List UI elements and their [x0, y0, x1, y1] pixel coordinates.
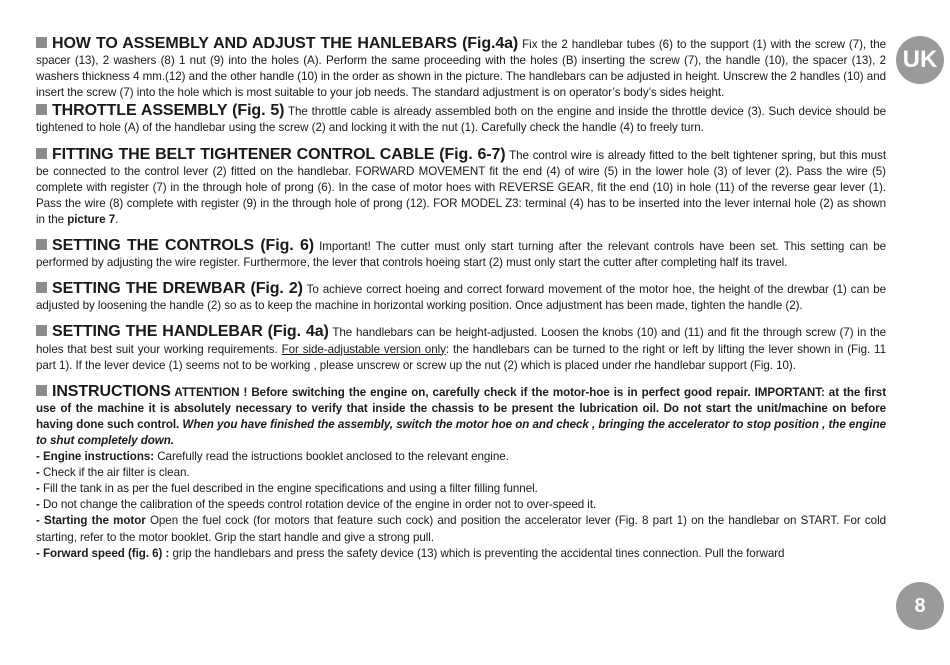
section-heading: SETTING THE CONTROLS (Fig. 6) — [52, 237, 314, 255]
language-badge: UK — [896, 36, 944, 84]
instruction-item-label: - — [36, 482, 43, 496]
instruction-item-label: - — [36, 466, 43, 480]
bullet-square-icon — [36, 104, 47, 115]
important-note: IMPORTANT: at the first use of the machine it is absolutely necessary to verify that inside the chassis to be present the lubrication oil. Do not start the unit/machine on before having done such control. — [36, 385, 887, 431]
instruction-item-text: Carefully read the istructions booklet anclosed to the relevant engine. — [154, 450, 509, 464]
section-body-continued: : the handlebars can be turned to the right or left by lifting the lever shown in (Fig. 11 part 1). If the lever device (1) seems not to be working , please unscrew or screw up the nut (2) which is placed under rhe handlebar support (Fig. 10). — [36, 342, 886, 372]
section-setting-controls — [36, 238, 886, 271]
side-adjustable-note: For side-adjustable version only — [281, 342, 446, 356]
page-number-badge: 8 — [896, 582, 944, 630]
instruction-item-text: Do not change the calibration of the speeds control rotation device of the engine in order not to over-speed it. — [42, 498, 597, 512]
section-heading: SETTING THE DREWBAR (Fig. 2) — [52, 280, 303, 298]
section-body: The control wire is already fitted to the belt tightener spring, but this must be connected to the control lever (2) fitted on the handlebar. FORWARD MOVEMENT fit the end (4) of wire (5) in the lower hole (3) of lever (2). Pass the wire (5) complete with register (7) in the through hole of prong (6). In the case of motor hoes with REVERSE GEAR, fit the end (10) in hole (11) of the reverse gear lever (1). Pass the wire (8) complete with register (9) in the through hole of prong (12). FOR MODEL Z3: terminal (4) has to be inserted into the lever internal hole (2) as shown in the — [36, 148, 886, 226]
instruction-item-label: - Starting the motor — [36, 514, 146, 528]
instruction-item-label: - Engine instructions: — [36, 450, 155, 464]
section-handlebars-assembly — [36, 36, 886, 101]
bullet-square-icon — [36, 239, 47, 250]
section-heading: INSTRUCTIONS — [52, 382, 171, 400]
section-body: Important! The cutter must only start turning after the relevant controls have been set. This setting can be performed by adjusting the wire register. Furthermore, the lever that controls hoeing start (2) must only start the cutter after completing half its travel. — [36, 240, 886, 270]
section-heading: HOW TO ASSEMBLY AND ADJUST THE HANLEBARS (Fig.4a) — [52, 35, 519, 52]
instruction-item-text: Fill the tank in as per the fuel described in the engine specifications and using a filter filling funnel. — [42, 482, 538, 496]
section-body: To achieve correct hoeing and correct forward movement of the motor hoe, the height of the drewbar (1) can be adjusted by loosening the handle (2) so as to keep the machine in horizontal working position. Once adjustment has been made, tighten the handle (2). — [36, 283, 886, 313]
bullet-square-icon — [36, 385, 47, 396]
section-heading: THROTTLE ASSEMBLY (Fig. 5) — [52, 102, 285, 120]
instruction-item — [36, 546, 886, 562]
manual-text — [36, 36, 886, 562]
attention-note: ATTENTION ! Before switching the engine on, carefully check if the motor-hoe is in perfect good repair. — [170, 385, 751, 399]
section-body-end: . — [115, 212, 119, 226]
section-throttle-assembly — [36, 103, 886, 136]
section-setting-handlebar — [36, 324, 886, 373]
section-setting-drewbar — [36, 281, 886, 314]
instruction-item-label: - Forward speed (fig. 6) : — [36, 546, 170, 560]
assembly-check-note: When you have finished the assembly, switch the motor hoe on and check , bringing the accelerator to stop position , the engine to shut completely down. — [36, 417, 886, 447]
picture-reference: picture 7 — [67, 212, 116, 226]
section-heading: FITTING THE BELT TIGHTENER CONTROL CABLE (Fig. 6-7) — [52, 145, 506, 163]
section-heading: SETTING THE HANDLEBAR (Fig. 4a) — [52, 323, 329, 341]
bullet-square-icon — [36, 282, 47, 293]
instruction-item-text: Open the fuel cock (for motors that feature such cock) and position the accelerator lever (Fig. 8 part 1) on the handlebar on START. For cold starting, refer to the motor booklet. Grip the start handle and give a strong pull. — [36, 514, 886, 544]
section-instructions — [36, 384, 886, 562]
bullet-square-icon — [36, 37, 47, 48]
section-belt-tightener — [36, 147, 886, 228]
instruction-item-text: Check if the air filter is clean. — [42, 466, 190, 480]
instruction-item — [36, 513, 886, 545]
instruction-item — [36, 449, 886, 465]
instruction-item-label: - — [36, 498, 43, 512]
section-body: Fix the 2 handlebar tubes (6) to the support (1) with the screw (7), the spacer (13), 2 washers (8) 1 nut (9) into the holes (A). Perform the same proceeding with the holes (B) inserting the screw (7), the handle (10), the spacer (13), 2 washers thickness 4 mm.(12) and the other handle (10) in the order as shown in the picture. The handlebars can be adjusted in height. Unscrew the 2 handles (10) and insert the screw (7) into the hole which is most suitable to your job needs. The standard adjustment is on operator’s body’s sides height. — [36, 38, 886, 100]
section-body: The handlebars can be height-adjusted. Loosen the knobs (10) and (11) and fit the through screw (7) in the holes that best suit your working requirements. — [36, 326, 886, 356]
bullet-square-icon — [36, 325, 47, 336]
bullet-square-icon — [36, 148, 47, 159]
instruction-item — [36, 481, 886, 497]
section-body: The throttle cable is already assembled both on the engine and inside the throttle device (3). Such device should be tightened to hole (A) of the handlebar using the screw (2) and locking it with the nut (1). Carefully check the handle (4) to freely turn. — [36, 105, 886, 135]
instruction-item-text: grip the handlebars and press the safety device (13) which is preventing the accidental tines connection. Pull the forward — [169, 546, 785, 560]
instruction-item — [36, 465, 886, 481]
instruction-item — [36, 497, 886, 513]
